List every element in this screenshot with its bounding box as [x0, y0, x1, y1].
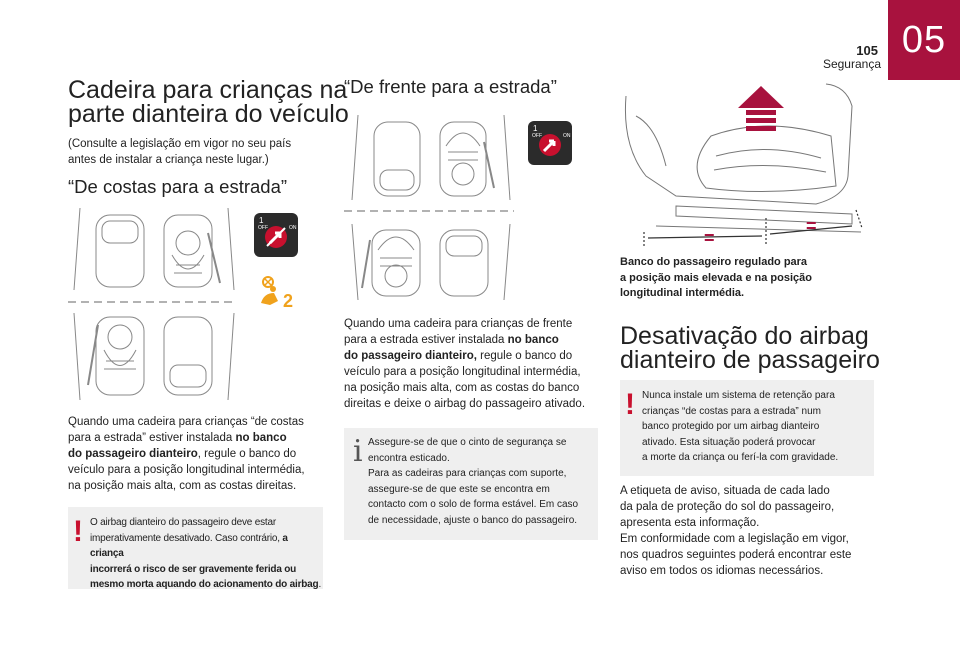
rear-facing-paragraph: Quando uma cadeira para crianças “de costas para a estrada” estiver instalada no banco do passageiro dianteiro, regule o banco do veículo para a posição longitudinal intermédia, na posição mais alta, com as costas direitas. — [68, 416, 305, 492]
forward-facing-seat-illustration — [344, 112, 520, 302]
subtitle-forward-facing: “De frente para a estrada” — [344, 76, 557, 97]
warning-icon: ! — [625, 388, 635, 421]
page-number: 105 — [856, 43, 878, 58]
svg-text:ON: ON — [563, 133, 571, 139]
chapter-tab — [888, 0, 960, 80]
svg-text:OFF: OFF — [258, 225, 268, 231]
airbag-warning-box: ! Nunca instale um sistema de retenção para crianças “de costas para a estrada” num banco protegido por um airbag dianteiro ativado. Esta situação poderá provocar a morte da criança ou ferí-la com gravidade. — [620, 380, 874, 476]
section-name: Segurança — [822, 57, 881, 71]
warning-label-paragraph: A etiqueta de aviso, situada de cada lado da pala de proteção do sol do passageiro, apresenta esta informação. Em conformidade com a legislação em vigor, nos quadros seguintes poderá encontrar este aviso em todos os idiomas necessários. — [620, 485, 852, 577]
airbag-deactivation-title: Desativação do airbag dianteiro de passageiro — [620, 322, 880, 374]
warning-icon: ! — [73, 515, 83, 548]
rear-facing-warning-box: ! O airbag dianteiro do passageiro deve estar imperativamente desativado. Caso contrário, a criança incorrerá o risco de ser gravemente ferida ou mesmo morta aquando do acionamento do airbag. — [68, 507, 323, 589]
svg-text:2: 2 — [283, 291, 294, 311]
airbag-off-icon — [258, 275, 298, 311]
svg-text:ON: ON — [289, 225, 297, 231]
equal-mark-right: = — [806, 216, 817, 236]
info-icon: i — [353, 434, 363, 469]
passenger-airbag-label-icon — [528, 121, 572, 165]
section-title: Cadeira para crianças na parte dianteira do veículo — [68, 76, 349, 128]
subtitle-rear-facing: “De costas para a estrada” — [68, 176, 288, 197]
intro-text: (Consulte a legislação em vigor no seu país antes de instalar a criança neste lugar.) — [68, 138, 292, 166]
chapter-number: 05 — [901, 18, 947, 61]
svg-text:1: 1 — [533, 124, 538, 133]
forward-facing-paragraph: Quando uma cadeira para crianças de frente para a estrada estiver instalada no banco do passageiro dianteiro, regule o banco do veículo para a posição longitudinal intermédia, na posição mais alta, com as costas do banco direitas e deixe o airbag do passageiro ativado. — [344, 318, 586, 410]
seat-caption: Banco do passageiro regulado para a posição mais elevada e na posição longitudinal intermédia. — [620, 256, 812, 299]
passenger-airbag-label-icon — [254, 213, 298, 257]
rear-facing-seat-illustration — [68, 205, 238, 405]
svg-text:1: 1 — [259, 216, 264, 225]
forward-facing-info-box: i Assegure-se de que o cinto de segurança se encontra esticado. Para as cadeiras para crianças com suporte, assegure-se de que este se encontra em contacto com o solo de forma estável. Em caso de necessidade, ajuste o banco do passageiro. — [344, 428, 598, 540]
seat-adjustment-illustration — [616, 76, 866, 252]
equal-mark-left: = — [704, 228, 715, 248]
svg-text:OFF: OFF — [532, 133, 542, 139]
